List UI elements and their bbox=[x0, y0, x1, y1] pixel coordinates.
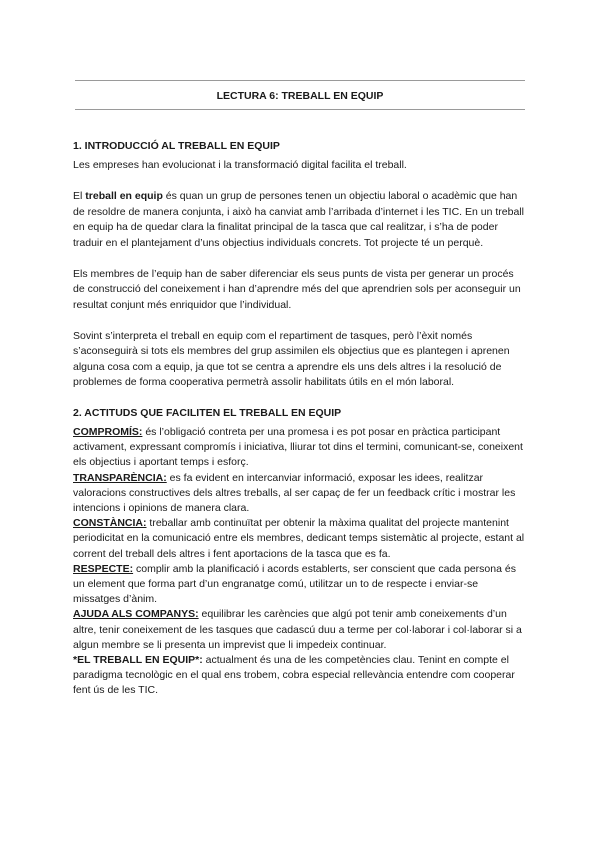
document-body bbox=[73, 139, 528, 699]
text-span: és quan un grup de persones tenen un objectiu laboral o acadèmic que han de resoldre de manera conjunta, i això ha canviat amb l’arribada d’internet i les TIC. En un treball en equip ha de quedar clara la finalitat principal de la tasca que cal realitzar, i s’ha de poder traduir en el plantejament d’uns objectius individuals concrets. Tot projecte té un perquè. bbox=[73, 190, 524, 249]
attitude-item bbox=[73, 516, 528, 562]
attitude-term: AJUDA ALS COMPANYS: bbox=[73, 608, 199, 621]
paragraph: Sovint s’interpreta el treball en equip com el repartiment de tasques, però l’èxit només s’aconseguirà si tots els membres del grup assimilen els objectius que es plantegen i aprenen alguna cosa com a equip, ja que tot se centra a aprendre els uns dels altres i la resolució de problemes de forma cooperativa permetrà assolir habilitats útils en el món laboral. bbox=[73, 329, 510, 388]
attitude-item bbox=[73, 607, 528, 653]
paragraph bbox=[73, 189, 528, 251]
bold-term: treball en equip bbox=[85, 190, 163, 202]
attitude-item bbox=[73, 425, 528, 471]
attitude-term: TRANSPARÈNCIA: bbox=[73, 471, 167, 484]
attitude-term: *EL TREBALL EN EQUIP*: bbox=[73, 654, 203, 667]
attitude-term: CONSTÀNCIA: bbox=[73, 517, 147, 530]
attitude-term: RESPECTE: bbox=[73, 562, 134, 575]
paragraph: Les empreses han evolucionat i la transformació digital facilita el treball. bbox=[73, 159, 407, 171]
text-span: El bbox=[73, 190, 86, 202]
attitude-text: és l’obligació contreta per una promesa i es pot posar en pràctica participant activament, expressant compromís i iniciativa, lliurar tot dins el termini, comunicant-se, coneixent els objectius i aportant temps i esforç. bbox=[73, 426, 523, 469]
document-title: LECTURA 6: TREBALL EN EQUIP bbox=[216, 90, 384, 102]
attitude-item bbox=[73, 562, 528, 608]
paragraph: Els membres de l’equip han de saber diferenciar els seus punts de vista per generar un procés de construcció del coneixement i han d’aprendre més del que aprendrien sols per aconseguir un resultat conjunt més enriquidor que l’individual. bbox=[73, 267, 521, 311]
attitude-text: es fa evident en intercanviar informació, exposar les idees, realitzar valoracions constructives dels altres treballs, al ser capaç de fer un feedback crític i mostrar les intencions i opinions de manera clara. bbox=[73, 471, 516, 515]
section-attitudes bbox=[73, 406, 528, 699]
attitude-term: COMPROMÍS: bbox=[73, 426, 143, 438]
attitude-text: actualment és una de les competències clau. Tenint en compte el paradigma tecnològic en el qual ens trobem, cobra especial rellevància entendre com cooperar fent ús de les TIC. bbox=[73, 654, 515, 697]
section-heading: 1. INTRODUCCIÓ AL TREBALL EN EQUIP bbox=[73, 140, 280, 152]
attitude-item bbox=[73, 471, 528, 517]
attitude-text: complir amb la planificació i acords establerts, ser conscient que cada persona és un element que forma part d’un engranatge comú, utilitzar un to de respecte i enviar-se missatges d’ànim. bbox=[73, 562, 516, 606]
section-heading: 2. ACTITUDS QUE FACILITEN EL TREBALL EN EQUIP bbox=[73, 407, 342, 419]
attitude-item bbox=[73, 653, 528, 699]
section-introduction bbox=[73, 139, 528, 391]
attitude-text: equilibrar les carències que algú pot tenir amb coneixements d’un altre, tenir coneixement de les tasques que cadascú duu a terme per col·laborar i col·laborar si a algun membre se li presenta un imprevist que li impedeix continuar. bbox=[73, 608, 522, 651]
attitude-text: treballar amb continuïtat per obtenir la màxima qualitat del projecte mantenint periodicitat en la comunicació entre els membres, dedicant temps sistemàtic al projecte, estant al corrent del treball dels altres i fent aportacions de la tasca que es fa. bbox=[73, 517, 525, 560]
top-rule bbox=[75, 80, 525, 81]
title-rule bbox=[75, 109, 525, 110]
